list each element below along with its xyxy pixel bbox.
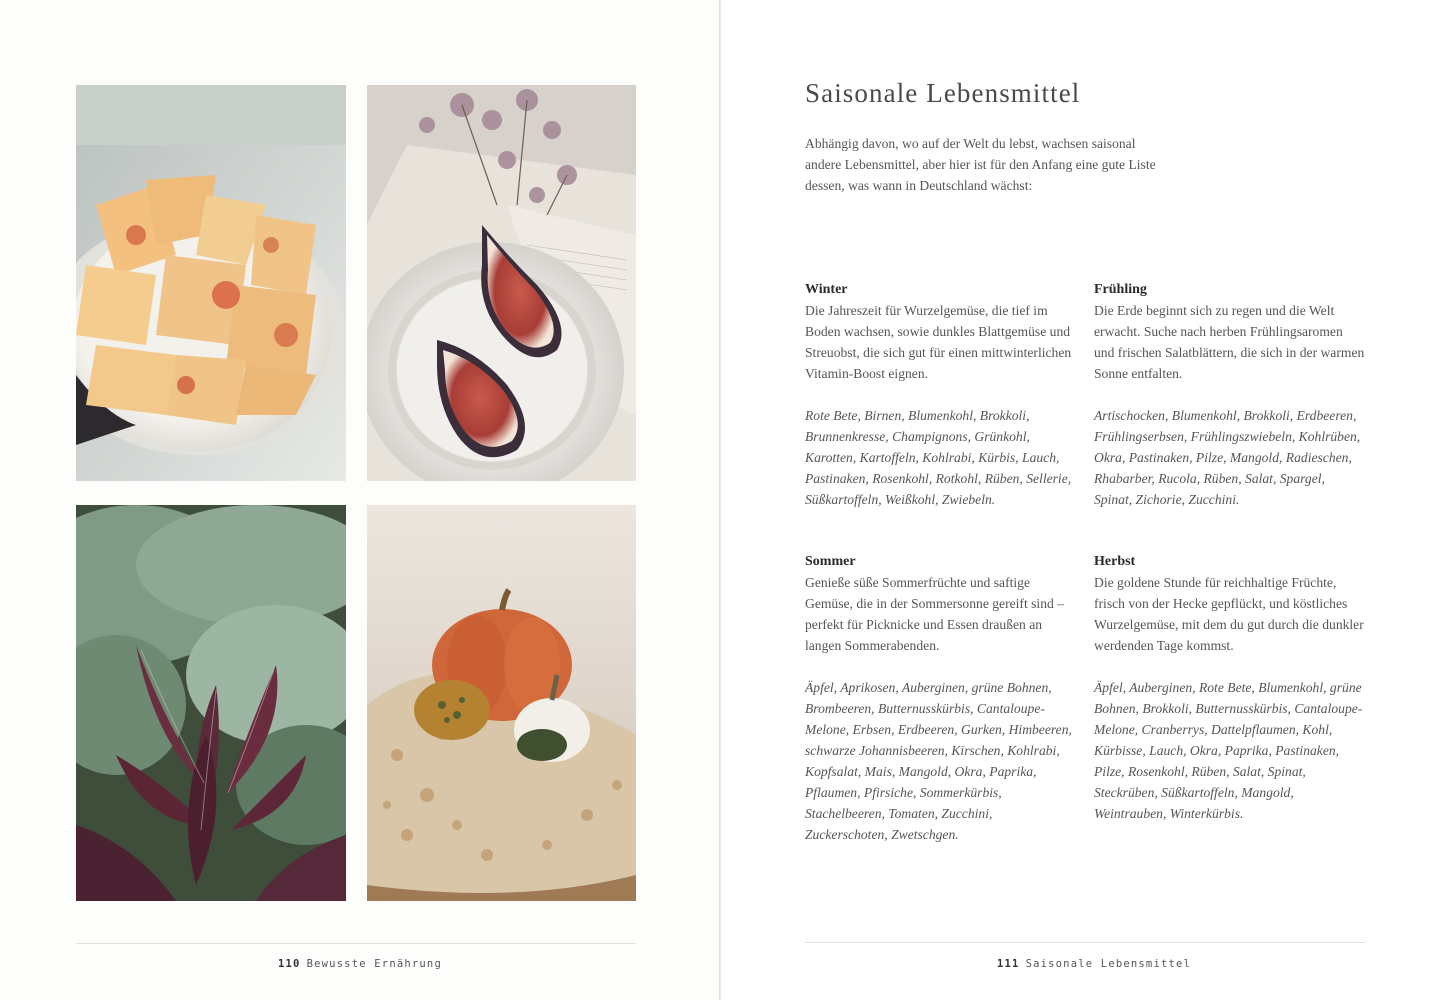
season-heading: Winter — [805, 282, 848, 297]
season-autumn — [1094, 551, 1366, 824]
season-description: Genieße süße Sommerfrüchte und saftige Gemüse, die in der Sommersonne gereift sind – perfekt für Picknicke und Essen draußen an langen Sommerabenden. — [805, 575, 1064, 653]
footer-left — [278, 958, 442, 970]
season-food-list: Äpfel, Auberginen, Rote Bete, Blumenkohl, grüne Bohnen, Brokkoli, Butternusskürbis, Cantaloupe-Melone, Cranberrys, Dattelpflaumen, Kohl, Kürbisse, Lauch, Okra, Paprika, Pastinaken, Pilze, Rosenkohl, Rüben, Salat, Spinat, Steckrüben, Süßkartoffeln, Mangold, Weintrauben, Winterkürbis. — [1094, 680, 1363, 821]
peaches-photo — [76, 85, 346, 481]
page-number: 110 — [278, 958, 301, 970]
left-page — [0, 0, 720, 1000]
season-description: Die Jahreszeit für Wurzelgemüse, die tief im Boden wachsen, sowie dunkles Blattgemüse und Streuobst, die sich gut für einen mittwinterlichen Vitamin-Boost eignen. — [805, 303, 1072, 381]
season-food-list: Rote Bete, Birnen, Blumenkohl, Brokkoli, Brunnenkresse, Champignons, Grünkohl, Karotten, Kartoffeln, Kohlrabi, Kürbis, Lauch, Pastinaken, Rosenkohl, Rotkohl, Rüben, Sellerie, Süßkartoffeln, Weißkohl, Zwiebeln. — [805, 408, 1072, 507]
season-summer — [805, 551, 1077, 845]
season-winter — [805, 279, 1077, 510]
page-number: 111 — [997, 958, 1020, 970]
season-heading: Frühling — [1094, 282, 1147, 297]
season-spring — [1094, 279, 1366, 510]
running-head: Saisonale Lebensmittel — [1025, 958, 1192, 970]
leaves-photo — [76, 505, 346, 901]
right-page — [721, 0, 1441, 1000]
season-description: Die goldene Stunde für reichhaltige Früchte, frisch von der Hecke gepflückt, und köstliches Wurzelgemüse, mit dem du gut durch die dunkler werdenden Tage kommst. — [1094, 575, 1364, 653]
season-food-list: Äpfel, Aprikosen, Auberginen, grüne Bohnen, Brombeeren, Butternusskürbis, Cantaloupe-Melone, Erbsen, Erdbeeren, Gurken, Himbeeren, schwarze Johannisbeeren, Kirschen, Kohlrabi, Kopfsalat, Mais, Mangold, Okra, Paprika, Pflaumen, Pfirsiche, Sommerkürbis, Stachelbeeren, Tomaten, Zucchini, Zuckerschoten, Zwetschgen. — [805, 680, 1072, 842]
season-description: Die Erde beginnt sich zu regen und die Welt erwacht. Suche nach herben Frühlingsaromen und frischen Salatblättern, die sich in der warmen Sonne entfalten. — [1094, 303, 1365, 381]
season-heading: Sommer — [805, 554, 856, 569]
running-head: Bewusste Ernährung — [306, 958, 442, 970]
footer-right — [997, 958, 1191, 970]
season-food-list: Artischocken, Blumenkohl, Brokkoli, Erdbeeren, Frühlingserbsen, Frühlingszwiebeln, Kohlrüben, Okra, Pastinaken, Pilze, Mangold, Radieschen, Rhabarber, Rucola, Rüben, Salat, Spargel, Spinat, Zichorie, Zucchini. — [1094, 408, 1361, 507]
pumpkins-photo — [367, 505, 636, 901]
figs-photo — [367, 85, 636, 481]
season-heading: Herbst — [1094, 554, 1136, 569]
intro-paragraph: Abhängig davon, wo auf der Welt du lebst, wachsen saisonal andere Lebensmittel, aber hier ist für den Anfang eine gute Liste dessen, was wann in Deutschland wächst: — [805, 136, 1156, 193]
footer-rule-left — [76, 943, 636, 944]
page-title: Saisonale Lebensmittel — [805, 78, 1081, 108]
footer-rule-right — [805, 942, 1365, 943]
